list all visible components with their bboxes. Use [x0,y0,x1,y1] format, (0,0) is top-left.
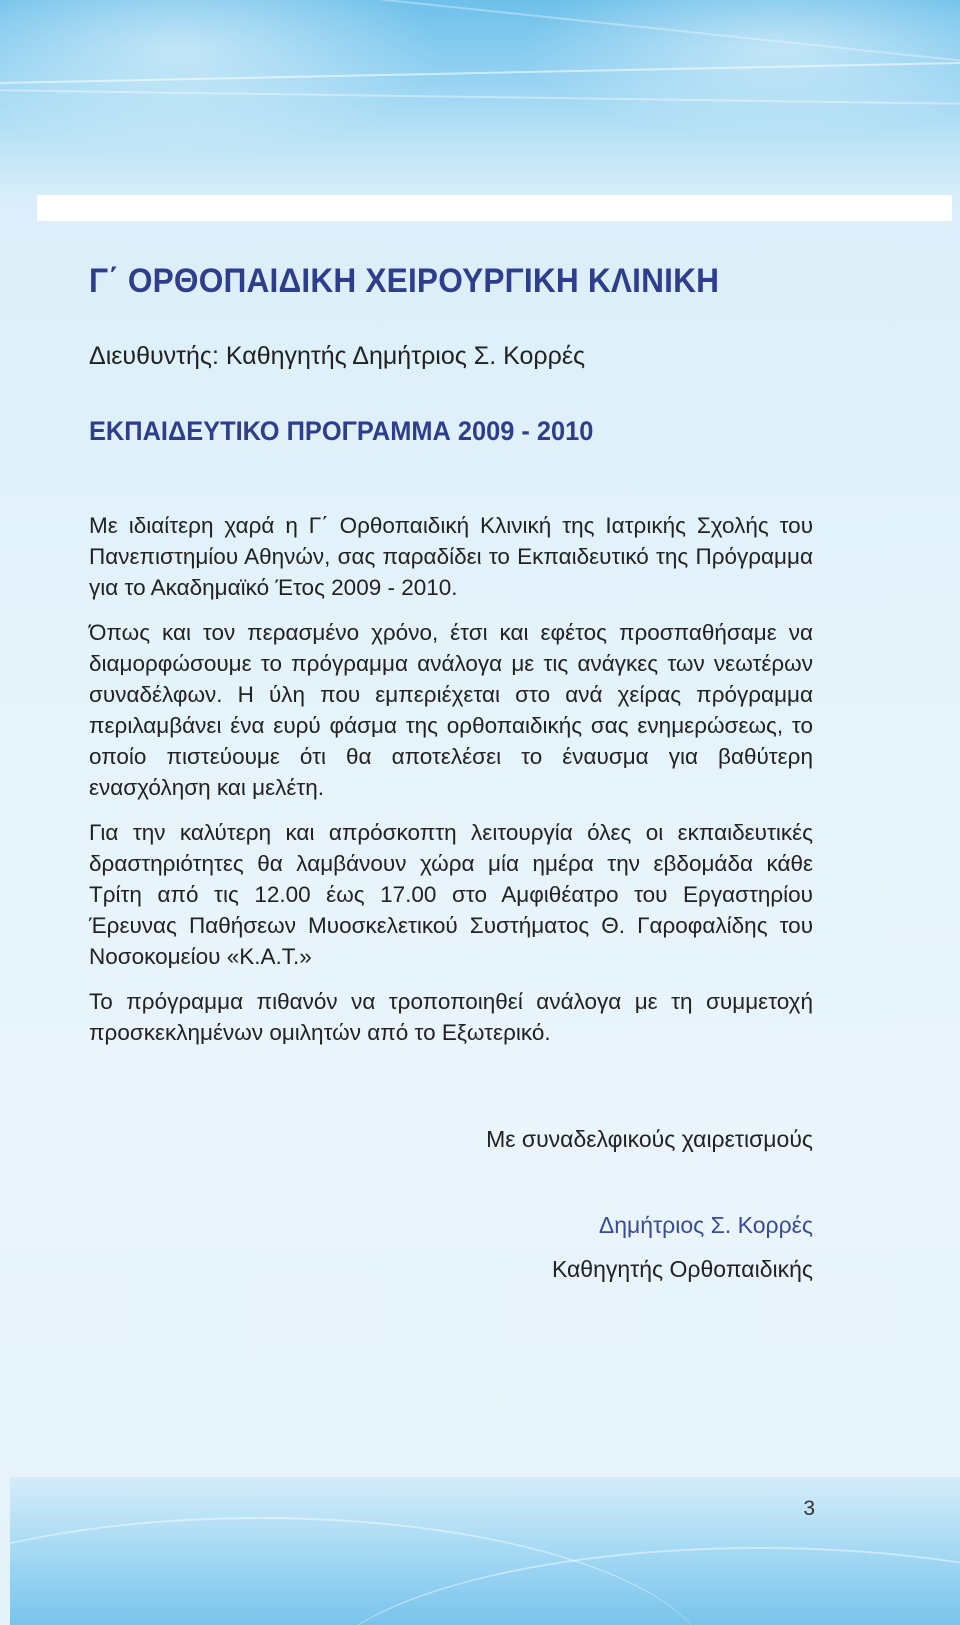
paragraph: Το πρόγραμμα πιθανόν να τροποποιηθεί ανάλογα με τη συμμετοχή προσκεκλημένων ομιλητών από το Εξωτερικό. [89,989,813,1045]
director-line: Διευθυντής: Καθηγητής Δημήτριος Σ. Κορρές [89,342,586,370]
paragraph: Για την καλύτερη και απρόσκοπτη λειτουργία όλες οι εκπαιδευτικές δραστηριότητες θα λαμβάνουν χώρα μία ημέρα την εβδομάδα κάθε Τρίτη από τις 12.00 έως 17.00 στο Αμφιθέατρο του Εργαστηρίου Έρευνας Παθήσεων Μυοσκελετικού Συστήματος Θ. Γαροφαλίδης του Νοσοκομείου «Κ.Α.Τ.» [89,820,813,969]
paragraph: Όπως και τον περασμένο χρόνο, έτσι και εφέτος προσπαθήσαμε να διαμορφώσουμε το πρόγραμμα ανάλογα με τις ανάγκες των νεωτέρων συναδέλφων. Η ύλη που εμπεριέχεται στο ανά χείρας πρόγραμμα περιλαμβάνει ένα ευρύ φάσμα της ορθοπαιδικής σας ενημερώσεως, το οποίο πιστεύουμε ότι θα αποτελέσει το έναυσμα για βαθύτερη ενασχόληση και μελέτη. [89,620,813,800]
signatory-name: Δημήτριος Σ. Κορρές [598,1212,813,1238]
header-banner [0,0,960,195]
header-white-band [37,195,952,221]
program-title: ΕΚΠΑΙΔΕΥΤΙΚΟ ΠΡΟΓΡΑΜΜΑ 2009 - 2010 [89,416,594,446]
closing-greeting: Με συναδελφικούς χαιρετισμούς [486,1126,813,1152]
signatory-title: Καθηγητής Ορθοπαιδικής [551,1256,813,1282]
paragraph: Με ιδιαίτερη χαρά η Γ΄ Ορθοπαιδική Κλινική της Ιατρικής Σχολής του Πανεπιστημίου Αθηνών, σας παραδίδει το Εκπαιδευτικό της Πρόγραμμα για το Ακαδημαϊκό Έτος 2009 - 2010. [89,513,813,600]
body-text [89,510,813,1062]
page-number: 3 [803,1497,815,1520]
clinic-title: Γ΄ ΟΡΘΟΠΑΙΔΙΚΗ ΧΕΙΡΟΥΡΓΙΚΗ ΚΛΙΝΙΚΗ [89,262,720,300]
footer-banner [10,1477,960,1625]
